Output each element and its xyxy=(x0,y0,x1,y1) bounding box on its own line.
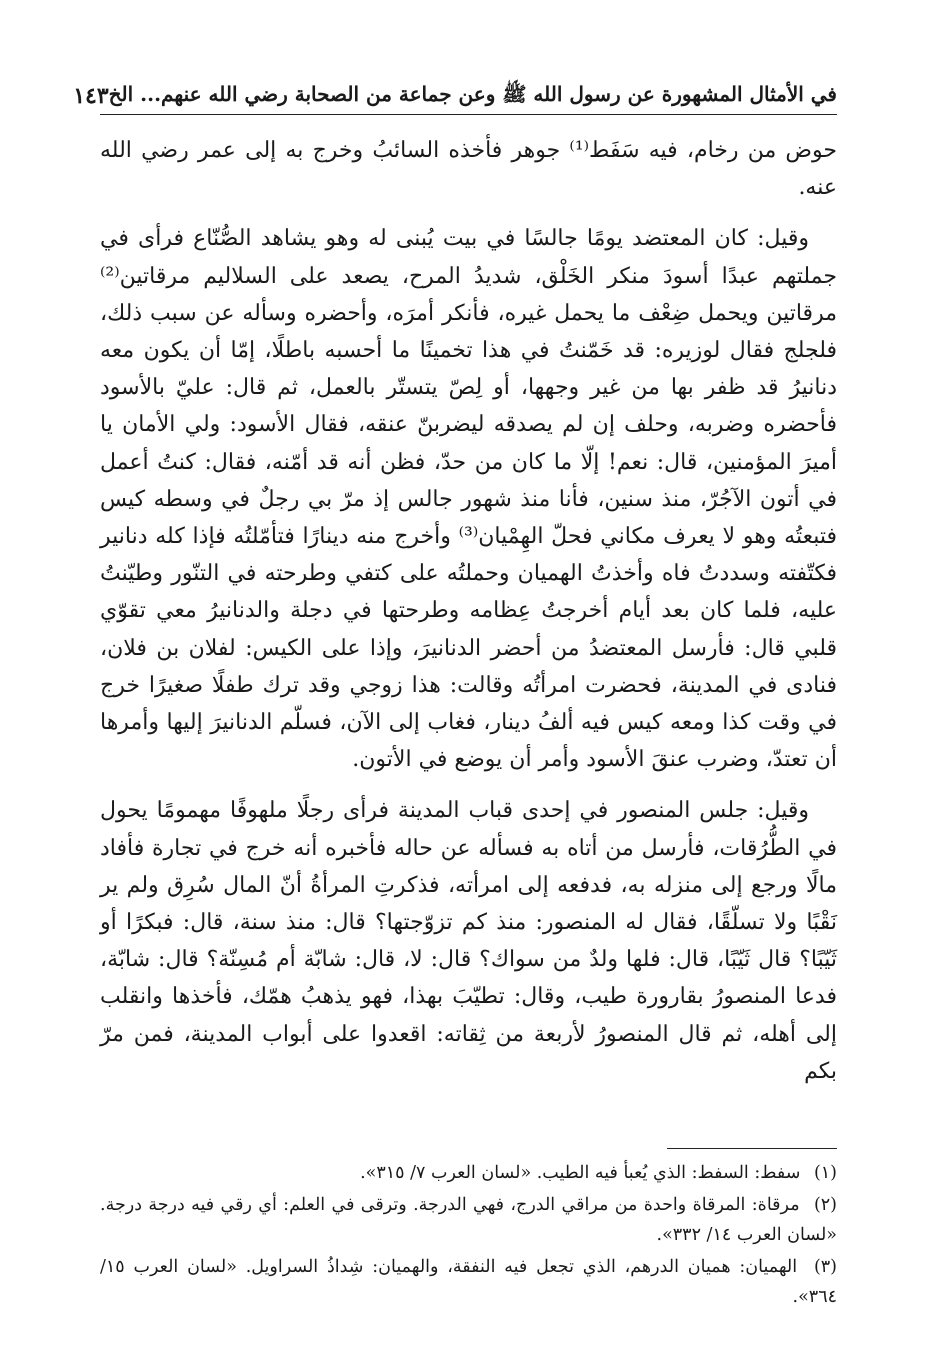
footnote-separator xyxy=(667,1148,837,1149)
footnote xyxy=(100,1158,837,1188)
footnote-text: مرقاة: المرقاة واحدة من مراقي الدرج، فهي الدرجة. وترقى في العلم: أي رقي فيه درجة درجة. «لسان العرب ١٤/ ٣٣٢». xyxy=(100,1195,837,1245)
footnote-number: (٣) xyxy=(813,1257,837,1277)
footnote-number: (٢) xyxy=(813,1195,837,1215)
paragraph: وقيل: كان المعتضد يومًا جالسًا في بيت يُبنى له وهو يشاهد الصُّنّاع فرأى في جملتهم عبدًا أسودَ منكر الخَلْق، شديدُ المرح، يصعد على السلاليم مرقاتين⁽²⁾ مرقاتين ويحمل ضِعْف ما يحمل غيره، فأنكر أمرَه، وأحضره وسأله عن سبب ذلك، فلجلج فقال لوزيره: قد خَمّنتُ في هذا تخمينًا ما أحسبه باطلًا، إمّا أن يكون معه دنانيرُ قد ظفر بها من غير وجهها، أو لِصّ يتستّر بالعمل، ثم قال: عليّ بالأسود فأحضره وضربه، وحلف إن لم يصدقه ليضربنّ عنقه، فقال الأسود: ولي الأمان يا أميرَ المؤمنين، قال: نعم! إلّا ما كان من حدّ، فظن أنه قد أمّنه، فقال: كنتُ أعمل في أتون الآجُرّ، منذ سنين، فأنا منذ شهور جالس إذ مرّ بي رجلٌ في وسطه كيس فتبعتُه وهو لا يعرف مكاني فحلّ الهِمْيان⁽³⁾ وأخرج منه دينارًا فتأمّلتُه فإذا كله دنانير فكتّفته وسددتُ فاه وأخذتُ الهميان وحملتُه على كتفي وطرحته في التنّور وطيّنتُ عليه، فلما كان بعد أيام أخرجتُ عِظامه وطرحتها في دجلة والدنانيرُ معي تقوّي قلبي قال: فأرسل المعتضدُ من أحضر الدنانيرَ، وإذا على الكيس: لفلان بن فلان، فنادى في المدينة، فحضرت امرأتُه وقالت: هذا زوجي وقد ترك طفلًا صغيرًا خرج في وقت كذا ومعه كيس فيه ألفُ دينار، فغاب إلى الآن، فسلّم الدنانيرَ إليها وأمرها أن تعتدّ، وضرب عنقَ الأسود وأمر أن يوضع في الأتون. xyxy=(100,226,838,773)
paragraph: حوض من رخام، فيه سَفَط⁽¹⁾ جوهر فأخذه السائبُ وخرج به إلى عمر رضي الله عنه. xyxy=(100,138,837,201)
footnote-text: سفط: السفط: الذي يُعبأ فيه الطيب. «لسان العرب ٧/ ٣١٥». xyxy=(360,1163,801,1183)
running-header xyxy=(73,78,837,115)
page-number: ١٤٣ xyxy=(73,83,109,109)
paragraph: وقيل: جلس المنصور في إحدى قباب المدينة فرأى رجلًا ملهوفًا مهمومًا يحول في الطُّرُقات، فأرسل من أتاه به فسأله عن حاله فأخبره أنه خرج في تجارة فأفاد مالًا ورجع إلى منزله به، فدفعه إلى امرأته، فذكرتِ المرأةُ أنّ المال سُرِق ولم ير نَقْبًا ولا تسلّقًا، فقال له المنصور: منذ كم تزوّجتها؟ قال: منذ سنة، قال: فبكرًا أو ثَيّبًا؟ قال ثَيّبًا، قال: فلها ولدٌ من سواك؟ قال: لا، قال: شابّة أم مُسِنّة؟ قال: شابّة، فدعا المنصورُ بقارورة طيب، وقال: تطيّبَ بهذا، فهو يذهبُ همّك، فأخذها وانقلب إلى أهله، ثم قال المنصورُ لأربعة من ثِقاته: اقعدوا على أبواب المدينة، فمن مرّ بكم xyxy=(100,798,837,1084)
running-title: في الأمثال المشهورة عن رسول الله ﷺ وعن جماعة من الصحابة رضي الله عنهم... الخ xyxy=(108,81,837,106)
footnote-text: الهميان: هميان الدرهم، الذي تجعل فيه النفقة، والهميان: شِداذُ السراويل. «لسان العرب ١٥/ ٣٦٤». xyxy=(100,1257,837,1307)
footnotes xyxy=(100,1158,837,1314)
footnote xyxy=(100,1190,837,1250)
footnote xyxy=(100,1252,837,1312)
main-text xyxy=(100,132,837,1090)
footnote-number: (١) xyxy=(813,1163,837,1183)
